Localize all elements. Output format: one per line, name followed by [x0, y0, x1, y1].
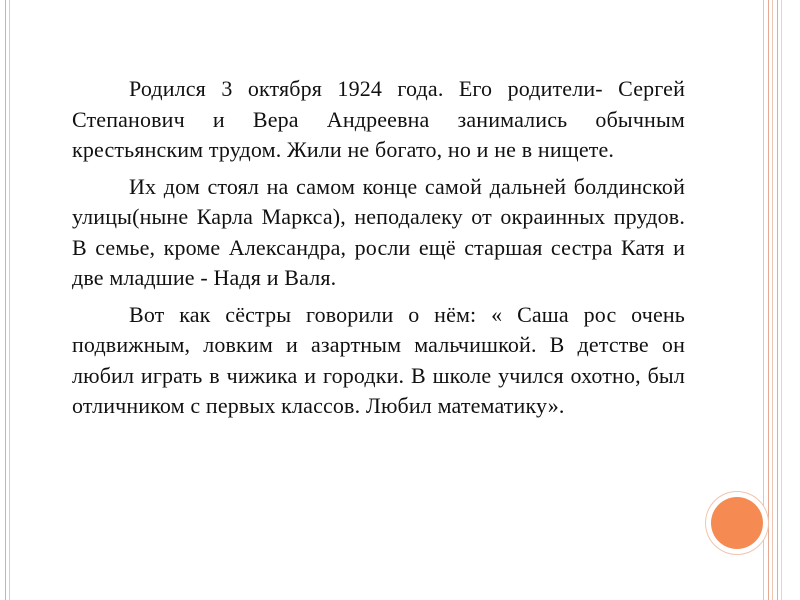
right-border-line-2	[768, 0, 769, 600]
paragraph-3: Вот как сёстры говорили о нём: « Саша рос очень подвижным, ловким и азартным мальчишкой. В детстве он любил играть в чижика и городки. В школе учился охотно, был отличником с первых классов. Любил математику».	[72, 301, 685, 418]
right-border-line-4	[777, 0, 778, 600]
orange-circle-decoration	[711, 497, 763, 549]
left-border-line-inner	[9, 0, 10, 600]
slide-text-body	[72, 74, 685, 428]
right-border-line-3	[772, 0, 773, 600]
left-border-line-outer	[5, 0, 6, 600]
right-border-line-1	[763, 0, 764, 600]
paragraph-2: Их дом стоял на самом конце самой дальней болдинской улицы(ныне Карла Маркса), неподалеку от окраинных прудов. В семье, кроме Александра, росли ещё старшая сестра Катя и две младшие - Надя и Валя.	[72, 173, 685, 290]
right-border-line-5	[781, 0, 782, 600]
paragraph-1: Родился 3 октября 1924 года. Его родители- Сергей Степанович и Вера Андреевна занимались обычным крестьянским трудом. Жили не богато, но и не в нищете.	[72, 76, 685, 162]
